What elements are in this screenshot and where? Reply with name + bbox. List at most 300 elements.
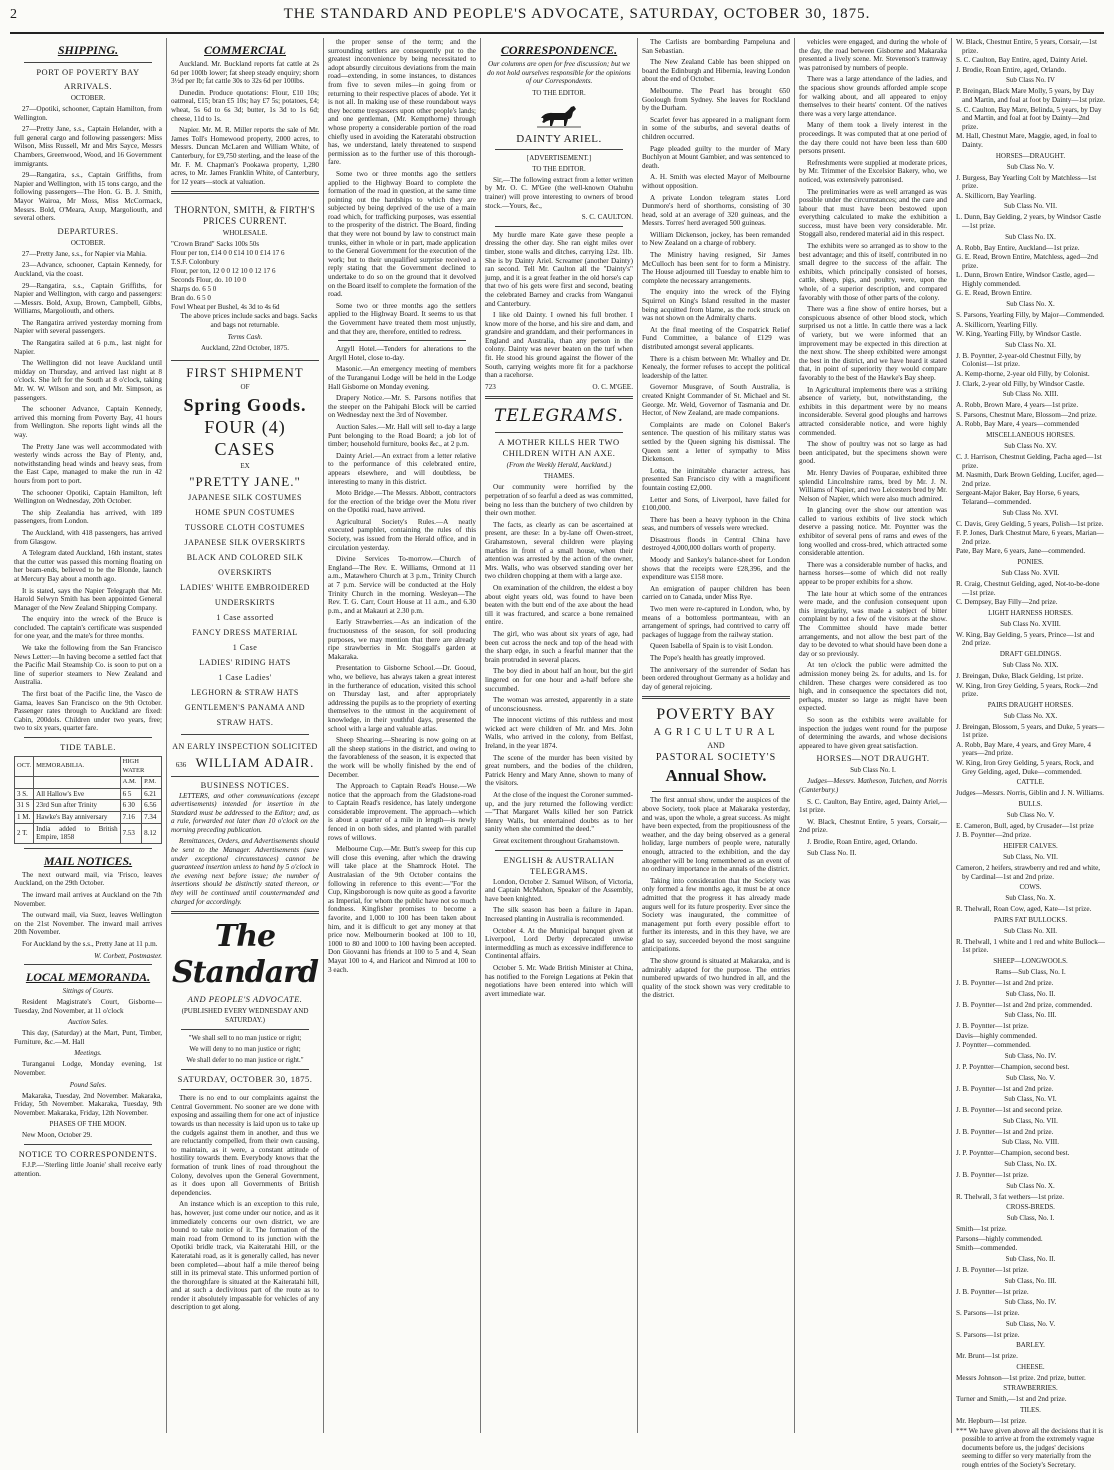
paragraph: At the close of the inquest the Coroner summed-up, and the jury returned the following verdict:—"That Margaret Walls killed her son Patrick Henry Walls, but entertained doubts as to her sanity when she committed the deed." — [485, 791, 633, 834]
judges-line: Judges—Messrs. Matheson, Tutchen, and Norris (Canterbury.) — [799, 777, 947, 794]
telegram-story — [485, 483, 633, 845]
paragraph: Scarlet fever has appeared in a malignant form in some of the suburbs, and several deaths of children occurred. — [642, 115, 790, 141]
tide-col-pm: P.M. — [142, 777, 162, 789]
spring-ad-num: 636 — [175, 760, 187, 769]
arrivals-month: OCTOBER. — [70, 94, 106, 102]
moon-text: New Moon, October 29. — [22, 1131, 93, 1140]
show-title-d: PASTORAL SOCIETY'S — [655, 752, 777, 764]
paragraph: The Carlists are bombarding Pampeluna and San Sebastian. — [642, 38, 790, 55]
price-line: Flour per ton, £14 0 0 £14 10 0 £14 17 6 — [171, 249, 285, 258]
paragraph: There has been a heavy typhoon in the China seas, and numbers of vessels were wrecked. — [642, 515, 790, 533]
paragraph: Complaints are made on Colonel Baker's sentence. The question of his military status was settled by the Queen signing his dismissal. The Queen sent a letter of sympathy to Miss Dickenson. — [642, 420, 790, 464]
paragraph: October 5. Mr. Wade British Minister at China, has notified to the Foreign Legations at Pekin that negotiations have been entered into which will avert immediate war. — [485, 963, 633, 998]
prize-entry: J. B. Poyntter—1st and second prize. — [956, 1106, 1063, 1115]
prize-entry: Smith—commended. — [956, 1244, 1018, 1253]
paragraph: W. Black, Chestnut Entire, 5 years, Corsair,—2nd prize. — [799, 817, 947, 835]
prize-entry: C. Davis, Grey Gelding, 5 years, Polish—1st prize. — [956, 519, 1104, 528]
tide-cell: 2 T. — [15, 823, 34, 843]
tide-col-high-water: HIGH WATER — [120, 757, 161, 777]
paragraph: The New Zealand Cable has been shipped on board the Edinburgh and Hibernia, leaving London about the end of October. — [642, 58, 790, 84]
prize-subheading: Sub Class, No. III. — [1004, 1011, 1057, 1020]
paragraph: Many of them took a lively interest in the proceedings. It was computed that at one period of the day there could not have been less than 600 persons present. — [799, 121, 947, 156]
departures-month: OCTOBER. — [70, 238, 106, 247]
prize-entry: J. Poyntter—commended. — [956, 1041, 1031, 1050]
ad-item: GENTLEMEN'S PANAMA AND STRAW HATS. — [184, 702, 306, 727]
prices-ad-sub: WHOLESALE. — [222, 229, 268, 238]
paragraph: There is a chism between Mr. Whalley and Dr. Kenealy, the former refuses to accept the political leadership of the latter. — [642, 354, 790, 380]
prize-subheading: Sub Class, No. VI. — [1004, 1095, 1057, 1104]
editorial — [171, 1094, 319, 1312]
paragraph: Sub Class No. II. — [807, 849, 857, 858]
departures-heading: DEPARTURES. — [57, 225, 119, 236]
letter-sign-1: S. C. CAULTON. — [581, 213, 633, 222]
paragraph: the proper sense of the term; and the surrounding settlers are consequently put to the greatest inconvenience by being necessitated to adopt absurdly circuitous deviations from the main road—extending, in some instances, to distances from five to seven miles—in going from or returning to their respective places of abode. Yet it is not all. In making use of these roundabout ways they become trespassers upon other people's lands; and one gentleman, (Mr. Kempthorne) through whose property a considerable portion of the road chiefly used in avoiding the Kateratahi obstruction has, we understand, lately threatened to suspend permission as to the further use of this thorough-fare. — [328, 38, 476, 167]
prize-subheading: Sub Class, No. X. — [1005, 894, 1056, 903]
paragraph: Two men were re-captured in London, who, by means of a bottomless portmanteau, with an arrangement of springs, had contrived to carry off packages of luggage from the railway station. — [642, 605, 790, 639]
prize-entry: Mr. Brunt—1st prize. — [956, 1352, 1018, 1361]
paragraph: S. C. Caulton, Bay Entire, aged, Dainty Ariel,—1st prize. — [799, 797, 947, 815]
ad-item: JAPANESE SILK COSTUMES — [188, 492, 302, 502]
prize-entry: R. Thelwall, 3 fat wethers—1st prize. — [956, 1192, 1065, 1201]
paragraph: Some two or three months ago the settlers applied to the Highway Board. It seems to us that the Government have treated them most unjustly, and that they are, therefore, entitled to redress. — [328, 301, 476, 336]
paragraph: The girl, who was about six years of age, had been cut across the neck and top of the head with the sharp edge, in such a fearful manner that the brain protruded in several places. — [485, 629, 633, 664]
commercial-news — [171, 60, 319, 186]
prize-entry: A. Robb, Bay Mare, 4 years—commended — [956, 420, 1079, 429]
letter-para-1: Sir,—The following extract from a letter written by Mr. O. C. M'Gee (the well-known Otahuhu trainer) will prove interesting to owners of brood stock.—Yours, &c., — [485, 175, 633, 210]
english-telegrams-heading: ENGLISH & AUSTRALIAN TELEGRAMS. — [503, 854, 615, 876]
prices-ad-date: Auckland, 22nd October, 1875. — [201, 343, 289, 352]
tide-table-heading: TIDE TABLE. — [60, 742, 116, 752]
prize-entry: L. Dunn, Bay Gelding, 2 years, by Windsor Castle—1st prize. — [956, 213, 1101, 230]
prices-ad-title: THORNTON, SMITH, & FIRTH'S PRICES CURRENT. — [174, 205, 316, 227]
prize-entry: Davis—highly commended. — [956, 1031, 1038, 1040]
tide-row — [15, 823, 162, 843]
prize-subheading: Sub Class, No. V. — [1005, 1319, 1056, 1328]
prize-subheading: Sub Class, No. VIII. — [1001, 1138, 1060, 1147]
spring-goods-ad — [171, 361, 319, 777]
english-telegrams — [485, 878, 633, 999]
prize-entry: Mr. Hepburn—1st prize. — [956, 1417, 1027, 1426]
prize-subheading: Sub Class No. X. — [1006, 300, 1055, 309]
paragraph: Sheep Shearing.—Shearing is now going on at all the sheep stations in the district, and owing to the favorableness of the season, it is expected that the work will be wholly finished by the end of December. — [328, 736, 476, 779]
paragraph: The scene of the murder has been visited by great numbers, and the bodies of the children, Patrick Henry and Mary Anne, shown to many of the visitors. — [485, 753, 633, 788]
prize-entry: A. Skillicorn, Bay Yearling. — [956, 191, 1037, 200]
prize-subheading: Sub Class, No. III. — [1004, 1276, 1057, 1285]
paragraph: For Auckland by the s.s., Pretty Jane at 11 p.m. — [22, 939, 158, 948]
prize-list — [956, 38, 1105, 1470]
paragraph: Agricultural Society's Rules.—A neatly executed pamphlet, containing the rules of this Society, was issued from the Herald office, and in circulation yesterday. — [328, 517, 476, 552]
telegram-news — [642, 38, 790, 691]
paragraph: We take the following from the San Francisco News Letter:—In having become a settled fact that the Pacific Mail Steamship Co. is soon to put on a line of superior steamers to New Zealand and Australia. — [14, 644, 162, 687]
prize-subheading: PAIRS DRAUGHT HORSES. — [987, 700, 1074, 709]
arrivals-heading: ARRIVALS. — [63, 81, 113, 91]
prize-subheading: CATTLE. — [1016, 778, 1045, 787]
tide-cell: India added to British Empire, 1858 — [34, 823, 121, 843]
prize-subheading: Sub Class No. XIII. — [1002, 390, 1059, 399]
prize-subheading: Sub Class, No. II. — [1005, 989, 1056, 998]
prices-ad-lines — [171, 240, 319, 312]
tide-row — [15, 800, 162, 812]
ad-item: 1 Case assorted — [216, 612, 274, 622]
auction-text: This day, (Saturday) at the Mart, Punt, Timber, Furniture, &c.—M. Hall — [14, 1029, 162, 1046]
horses-heading: HORSES—NOT DRAUGHT. — [816, 753, 930, 764]
prize-subheading: Sub Class No. VII. — [1004, 202, 1057, 211]
column-7 — [952, 38, 1109, 1470]
prize-entry: M. Nasmith, Dark Brown Gelding, Lucifer, aged—2nd prize. — [956, 471, 1104, 488]
ad-item: LADIES' WHITE EMBROIDERED UNDERSKIRTS — [180, 582, 310, 607]
ad-item: LADIES' RIDING HATS — [199, 657, 291, 667]
prize-subheading: Sub Class, No. I. — [1006, 1214, 1055, 1223]
paragraph: The schooner Opotiki, Captain Hamilton, left Wellington on Wednesday, 20th October. — [14, 488, 162, 506]
paragraph: The ship Zealandia has arrived, with 189 passengers, from London. — [14, 508, 162, 526]
paragraph: The outward mail, via Suez, leaves Wellington on the 21st November. The inward mail arrives 20th November. — [14, 911, 162, 937]
spring-ad-l6: "PRETTY JANE." — [189, 473, 301, 489]
paragraph: Moody and Sankey's balance-sheet for London shows that the receipts were £28,396, and the expenditure was £158 more. — [642, 556, 790, 582]
tide-cell: 6.21 — [142, 788, 162, 800]
paragraph: There is no end to our complaints against the Central Government. No sooner are we done with exposing and assailing them for one act of injustice towards us than necessity is laid upon us to take up the cudgels against them in another, and thus we are reluctantly compelled, from their own causing, to maintain, as it were, a constant attitude of hostility towards them. Everybody knows that the formation of trunk lines of road throughout the Colony, devolves upon the General Government, as it does upon all Governments of British dependencies. — [171, 1094, 319, 1197]
spring-ad-name: WILLIAM ADAIR. — [195, 754, 315, 770]
paragraph: The Pope's health has greatly improved. — [650, 654, 766, 662]
paragraph: Early Strawberries.—As an indication of the fructuousness of the season, for soil producing purposes, we may mention that there are already ripe strawberries in Mr. Stoggall's garden at Makaraka. — [328, 618, 476, 661]
pound-text: Makaraka, Tuesday, 2nd November. Makaraka, Friday, 5th November. Makaraka, Tuesday, 9th November. Makaraka, Friday, 12th November. — [14, 1091, 162, 1117]
commercial-heading: COMMERCIAL — [203, 43, 287, 57]
tide-col-memo: MEMORABILIA. — [34, 757, 121, 777]
shipping-heading: SHIPPING. — [57, 43, 119, 57]
show-title-e: Annual Show. — [665, 766, 767, 786]
paragraph: At ten o'clock the public were admitted the admission money being 2s. for adults, and 1s. for children. These charges were considered as too high, and in consequence the spectators did not, perhaps, muster so large as might have been expected. — [799, 661, 947, 713]
telegram-story-place: THAMES. — [543, 472, 575, 481]
paragraph: Presentation to Gisborne School.—Dr. Gooud, who, we believe, has always taken a great interest in the furtherance of education, visited this school on Thursday last, and after appropriately addressing the pupils as to the propriety of exerting themselves to the utmost in the acquirement of knowledge, in their youthful days, presented the school with a large and valuable atlas. — [328, 664, 476, 733]
prices-ad-terms: Terms Cash. — [227, 332, 263, 341]
paragraph: At the final meeting of the Cospatrick Relief Fund Committee, a balance of £129 was distributed amongst several applicants. — [642, 325, 790, 351]
tide-rows — [15, 788, 162, 843]
paragraph: There was a fine show of entire horses, but a conspicuous absence of other blood stock, which surprised us not a little. In cattle there was a lack of variety, but we were informed that an improvement may be expected in this direction at the next show. The sheep exhibited were amongst the best in the district, and we have heard it stated that, in point of superiority they would compare favorably to the best of the Hawke's Bay sheep. — [799, 305, 947, 382]
prize-entry: J. Burgess, Bay Yearling Colt by Matchless—1st prize. — [956, 173, 1097, 191]
paragraph: 27—Pretty Jane, s.s., Captain Helander, with a full general cargo and following passengers: Miss Wilson, Miss Russell, Mr and Mrs Sayce, Messrs Chambers, Greenwood, Wood, and 16 Government immigrants. — [14, 125, 162, 168]
prize-entry: J. B. Poyntter—1st and 2nd prize. — [956, 1127, 1054, 1136]
prize-entry: R. Thelwall, 1 white and 1 red and white Bullock—1st prize. — [956, 937, 1105, 955]
paragraph: 29—Rangatira, s.s., Captain Griffiths, from Napier and Wellington, with 15 tons cargo, and the following passengers—The Hon. G. B. J. Smith, Mayor Wairoa, Mr Moss, Miss McCormack, Messrs. Bold, O'Meara, Axup, Margoliouth, and several others. — [14, 171, 162, 223]
paragraph: The preliminaries were as well arranged as was possible under the circumstances; and the care and labour that must have been bestowed upon everything calculated to make the exhibition a success, must have been very considerable. Mr. Stoggall also, rendered material aid in this respect. — [799, 187, 947, 239]
ad-item: TUSSORE CLOTH COSTUMES — [185, 522, 305, 532]
paragraph: The inward mail arrives at Auckland on the 7th November. — [14, 890, 162, 908]
ad-item: HOME SPUN COSTUMES — [195, 507, 295, 517]
show-report-continued — [799, 38, 947, 750]
correspondents-heading: NOTICE TO CORRESPONDENTS. — [18, 1149, 158, 1160]
prize-subheading: DRAFT GELDINGS. — [999, 649, 1062, 658]
prize-entry: Turner and Smith,—1st and 2nd prize. — [956, 1395, 1067, 1404]
column-3 — [324, 38, 481, 1433]
prize-subheading: PAIRS FAT BULLOCKS. — [993, 915, 1068, 924]
paragraph: In glancing over the show our attention was called to various exhibits of live stock which deserve a passing notice. Mr. Poyntter was the exhibitor of several pens of rams and ewes of the long woolled and cross-bred, which attracted some considerable attention. — [799, 506, 947, 558]
paragraph: Queen Isabella of Spain is to visit London. — [650, 642, 773, 651]
letter-sign-2: O. C. M'GEE. — [592, 382, 633, 391]
ad-item: BLACK AND COLORED SILK OVERSKIRTS — [186, 552, 304, 577]
prize-entry: W. King, Bay Gelding, 5 years, Prince—1st and 2nd prize. — [956, 630, 1095, 648]
prices-current-ad — [171, 199, 319, 360]
show-title — [642, 704, 790, 787]
spring-ad-inspect: AN EARLY INSPECTION SOLICITED — [172, 741, 318, 751]
paragraph: 27—Opotiki, schooner, Captain Hamilton, from Wellington. — [14, 105, 162, 122]
prize-subheading: Rams—Sub Class, No. I. — [995, 968, 1066, 976]
paragraph: A Telegram dated Auckland, 16th instant, states that the cutter was passed this morning floating on her beam-ends, believed to be the Blonde, launch at Mercury Bay about a month ago. — [14, 549, 162, 583]
prize-entry: J. Breingan, Blossom, 5 years, and Duke, 5 years—1st prize. — [956, 722, 1105, 740]
paper-name: The Standard — [172, 919, 318, 991]
price-line: Bran do. 6 5 0 — [171, 294, 211, 303]
paragraph: The Rangatira arrived yesterday morning from Napier with several passengers. — [14, 318, 162, 336]
page-number: 2 — [10, 7, 17, 22]
prize-entry: E. Cameron, Bull, aged, by Crusader—1st prize — [956, 821, 1094, 830]
paragraph: London, October 2. Samuel Wilson, of Victoria, and Captain McMahon, Speaker of the Assembly, have been knighted. — [485, 877, 633, 903]
paragraph: An instance which is an exception to this rule, has, however, just come under our notice, and as it immediately concerns our own district, we are bound to take notice of it. The formation of the main road from Ormond to its junction with the Opotiki bridle track, via Kaiteratahi Hill, or the Kateratahi road, as it is generally called, has never been completed—about half a mile thereof being still in its primeval state. This unformed portion of the thoroughfare is situated at the Kaiteratahi hill, and at such a declivitous part of the route as to render it absolutely impassable for vehicles of any description to get along. — [171, 1200, 319, 1312]
prize-subheading: HORSES—DRAUGHT. — [995, 151, 1066, 160]
telegrams-heading: TELEGRAMS. — [494, 406, 624, 427]
prize-subheading: Sub Class No. XVI. — [1002, 508, 1059, 517]
prize-entry: L. Dunn, Brown Entire, Windsor Castle, aged—Highly commended. — [956, 271, 1095, 288]
paragraph: So soon as the exhibits were available for inspection the judges went round for the purpose of determining the awards, and whose decisions appeared to have given great satisfaction. — [799, 715, 947, 750]
paragraph: Mr. Henry Davies of Pouparae, exhibited three splendid Lincolnshire rams, bred by Mr. J. N. Williams of Napier, and two Leicesters bred by Mr. Nelson of Napier, which were also much admired. — [799, 468, 947, 503]
prize-subheading: Sub Class No. V. — [1006, 810, 1055, 819]
prize-entry: J. B. Poyntter—1st prize. — [956, 1170, 1029, 1179]
prize-subheading: PONIES. — [1017, 557, 1044, 566]
prize-entry: Sergeant-Major Baker, Bay Horse, 6 years, Telarand—commended. — [956, 489, 1080, 506]
pound-sub: Pound Sales. — [69, 1080, 107, 1089]
prize-entry: S. Parsons, Chestnut Mare, Blossom—2nd prize. — [956, 410, 1097, 419]
prize-entry: M. Hall, Chestnut Mare, Maggie, aged, in foal to Dainty. — [956, 132, 1097, 149]
tide-cell: 6 30 — [120, 800, 142, 812]
prize-subheading: MISCELLANEOUS HORSES. — [986, 431, 1075, 439]
tide-cell: 6 5 — [120, 788, 142, 800]
paragraph: The Ministry having resigned, Sir James McCulloch has been sent for to form a Ministry. The House adjourned till Tuesday to enable him to complete the necessary arrangements. — [642, 251, 790, 285]
prize-entry: A. Kemp-thorne, 2-year old Filly, by Colonist. — [956, 370, 1090, 379]
paper-sub: AND PEOPLE'S ADVOCATE. — [187, 994, 303, 1005]
paragraph: The Pretty Jane was well accommodated with westerly winds across the Bay of Plenty, and, notwithstanding head winds and heavy seas, from the East Cape, managed to make the run in 42 hours from port to port. — [14, 442, 162, 485]
paragraph: Lotta, the inimitable character actress, has presented San Francisco city with a magnificent fountain costing £2,000. — [642, 466, 790, 492]
tide-cell: 3 S. — [15, 788, 34, 800]
prize-subheading: Sub Class, No. VII. — [1003, 1116, 1058, 1125]
spring-ad-l2: OF — [240, 382, 250, 391]
paragraph: On examination of the children, the eldest a boy about eight years old, was found to have been beaten with the butt end of the axe about the head till it was fractured, and scarce a bone remained entire. — [485, 583, 633, 627]
show-title-c: AND — [707, 741, 725, 751]
prize-entry: S. Parsons—1st prize. — [956, 1309, 1020, 1318]
tide-col-oct: OCT. — [15, 757, 34, 777]
spring-ad-l3: Spring Goods. — [183, 394, 307, 415]
paragraph: The enquiry into the wreck of the Flying Squirrel on King's Island resulted in the master being acquitted from blame, as the rock struck on was not shown on the Admiralty charts. — [642, 288, 790, 323]
paragraph: Melbourne Cup.—Mr. Butt's sweep for this cup will close this evening, after which the drawing will take place at the Shamrock Hotel. The Australasian of the 9th October contains the following in reference to this event:—"For the Cup, Kingsborough is now quite as good a favorite as Imperial, for whom the public have not so much fondness. Kingfisher promises to become a favorite, and 1,000 to 100 has been taken about him, and it is difficult to get any money at that price now. Melbournerin booked at 100 to 10, 1000 to 80 and 1000 to 100 having been accepted. Don Giovanni has friends at 100 to 5 and 4, Sean Mayat 100 to 4, and Haricot and Nimrod at 100 to 3 each. — [328, 845, 476, 974]
paragraph: Some two or three months ago the settlers applied to the Highway Board to complete the formation of the road in question, at the same time pointing out the hardships to which they are subjected by being deprived of the use of a main road which, for trafficking purposes, was essential to the prosperity of the district. The Board, finding that they were not bound by law to construct main trunks, either in whole or in part, made application to the General Government for the execution of the work; but to their unqualified surprise received a reply stating that the Government declined to undertake to do so on the ground that it devolved on the Board itself to complete the formation of the road. — [328, 169, 476, 299]
paragraph: Masonic.—An emergency meeting of members of the Turanganui Lodge will be held in the Lodge Hall Gisborne on Monday evening. — [328, 365, 476, 391]
correspondents-text: F.J.P.—'Sterling little Joanie' shall receive early attention. — [14, 1161, 162, 1178]
editorial-date: SATURDAY, OCTOBER 30, 1875. — [177, 1074, 313, 1085]
price-line: Sharps do. 6 5 0 — [171, 285, 217, 294]
paragraph: 27—Pretty Jane, s.s., for Napier via Mahia. — [22, 249, 147, 258]
courts-text: Resident Magistrate's Court, Gisborne—Tuesday, 2nd November, at 11 o'clock — [14, 998, 162, 1015]
paragraph: The Approach to Captain Read's House.—We notice that the approach from the Gladstone-road to Captain Read's residence, has lately undergone considerable improvement. The approach—which is about a quarter of a mile in length—is newly fenced in on both sides, and planted with parallel rows of willows. — [328, 782, 476, 842]
local-memoranda-heading: LOCAL MEMORANDA. — [25, 970, 151, 985]
ad-item: 1 Case Ladies' — [218, 672, 272, 682]
prize-subheading: Sub Class No. XI. — [1005, 340, 1056, 349]
prize-entry: F. P. Jones, Dark Chestnut Mare, 6 years, Marian—2nd prize. — [956, 529, 1104, 546]
horse-illustration — [535, 102, 583, 130]
paragraph: LETTERS, and other communications (except advertisements) intended for insertion in the Standard must be addressed to the Editor; and, as a rule, forwarded not later than 10 o'clock on the morning preceding publication. — [171, 791, 319, 834]
courts-sub: Sittings of Courts. — [62, 987, 114, 996]
tide-cell: 6.56 — [142, 800, 162, 812]
paragraph: A. H. Smith was elected Mayor of Melbourne without opposition. — [642, 173, 790, 190]
prize-subheading: BULLS. — [1018, 799, 1043, 808]
prize-subheading: Sub Class No. XX. — [1003, 711, 1058, 720]
spring-ad-l4: FOUR (4) CASES — [204, 416, 286, 459]
column-5 — [638, 38, 795, 1433]
motto-line-2: We will deny to no man justice or right; — [189, 1045, 301, 1054]
paragraph: Our community were horrified by the perpetration of so fearful a deed as was committed, being no less than the butchery of two children by their own mother. — [485, 483, 633, 518]
paragraph: Moto Bridge.—The Messrs. Abbott, contractors for the erection of the bridge over the Motu river on the Opotiki road, have arrived. — [328, 489, 476, 515]
price-line: Seconds Flour, do. 10 10 0 — [171, 276, 246, 285]
letter-para-3: I like old Dainty. I owned his full brother. I know more of the horse, and his sire and dam, and grandsire and granddam, and their performances in England and Australia, than any person in the colony. Dainty was never beaten on the turf when fit. He stood his ground against the flower of the South, carrying weights more fit for a packhorse than a racehorse. — [485, 311, 633, 380]
column-6 — [795, 38, 952, 1433]
prize-entry: A. Robb, Bay Mare, 4 years, and Grey Mare, 4 years—2nd prize. — [956, 740, 1091, 758]
paragraph: Dunedin. Produce quotations: Flour, £10 10s; oatmeal, £15; bran £5 10s; hay £7 5s; potatoes, £4; wheat, 5s 6d to 6s 3d; butter, 1s 3d to 1s 6d; cheese, 11d to 1s. — [171, 88, 319, 123]
tide-cell: 7.34 — [142, 811, 162, 823]
prize-entry: W. King, Iron Grey Gelding, 5 years, Rock—2nd prize. — [956, 681, 1098, 699]
paragraph: The late hour at which some of the entrances were made, and the confusion consequent upon this irregularity, was made a subject of bitter complaint by not a few of the visitors at the show. The Committee should have made better arrangements, and not allow the best part of the day to be devoted to what should have been done a day or so previously. — [799, 589, 947, 658]
paragraph: Melbourne. The Pearl has brought 650 Goolough from Sydney. She leaves for Rockland by the Durham. — [642, 86, 790, 113]
paragraph: The Rangatira sailed at 6 p.m., last night for Napier. — [14, 339, 162, 356]
prize-entry: S. C. Caulton, Bay Mare, Belinda, 5 years, by Day and Martin, and foal at foot by Dainty—2nd prize. — [956, 105, 1102, 131]
columns — [10, 38, 1105, 1470]
paragraph: The woman was arrested, apparently in a state of unconsciousness. — [485, 696, 633, 713]
price-line: "Crown Brand" Sacks 100s 50s — [171, 240, 260, 249]
awards-list — [799, 798, 947, 859]
mail-notices-heading: MAIL NOTICES. — [43, 853, 133, 868]
prize-entry: W. King, Yearling Filly, by Windsor Castle. — [956, 330, 1082, 339]
prize-entry: G. E. Read, Brown Entire, Matchless, aged—2nd prize. — [956, 253, 1098, 270]
paragraph: 23—Advance, schooner, Captain Kennedy, for Auckland, via the coast. — [14, 261, 162, 278]
prize-entry: A. Robb, Bay Entire, Auckland—1st prize. — [956, 243, 1080, 252]
tide-cell: 23rd Sun after Trinity — [34, 800, 121, 812]
motto-line-1: "We shall sell to no man justice or right; — [188, 1034, 302, 1043]
prize-subheading: CROSS-BREDS. — [1006, 1203, 1055, 1212]
paragraph: An emigration of pauper children has been carried on to Canada, under Miss Rye. — [642, 584, 790, 602]
spring-ad-items — [171, 490, 319, 730]
paragraph: The exhibits were so arranged as to show to the best advantage; and this of itself, contributed in no small degree to the success of the affair. The exhibits, which principally consisted of horses, cattle, sheep, pigs, and poultry, were, upon the whole, of a superior description, and compared favorably with those of other parts of the colony. — [799, 242, 947, 302]
prize-entry: J. B. Poyntter—1st prize. — [956, 1287, 1029, 1296]
tide-cell: 8.12 — [142, 823, 162, 843]
paragraph: The schooner Advance, Captain Kennedy, arrived this morning from Poverty Bay, 41 hours from Wellington. She reports light winds all the way. — [14, 405, 162, 439]
paragraph: It is stated, says the Napier Telegraph that Mr. Harold Selwyn Smith has been appointed General Manager of the New Zealand Shipping Company. — [14, 586, 162, 612]
prize-subheading: Sub Class, No. V. — [1005, 1073, 1056, 1082]
tide-cell: All Hallow's Eve — [34, 788, 121, 800]
prize-subheading: BARLEY. — [1016, 1341, 1045, 1350]
paragraph: The anniversary of the surrender of Sedan has been ordered throughout Germany as a holiday and day of general rejoicing. — [642, 665, 790, 691]
prize-entry: J. Clark, 2-year old Filly, by Windsor Castle. — [956, 379, 1085, 388]
prize-subheading: Sub Class, No. II. — [1005, 1254, 1056, 1263]
prize-subheading: Sub Class No. XV. — [1004, 442, 1057, 450]
paragraph: A private London telegram states Lord Dunmore's herd of shorthorns, consisting of 30 head, sold at an average of 320 guineas, and the Messrs. Torres' herd averaged 500 guineas. — [642, 193, 790, 228]
prize-entry: J. B. Poyntter—1st and 2nd prize. — [956, 1084, 1054, 1093]
paragraph: The facts, as clearly as can be ascertained at present, are these: In a by-lane off Owen-street, Grahamstown, several children were playing marbles in front of a small house, when their attention was arrested by the action of the owner, Mrs. Walls, who was observed standing over her two children chopping at them with a large axe. — [485, 520, 633, 581]
paragraph: There was a considerable number of hacks, and harness horses—some of which did not really appear to be proper exhibits for a show. — [799, 560, 947, 587]
paragraph: Napier. Mr. M. R. Miller reports the sale of Mr. James Toll's Homewood property, 2000 acres, to Messrs. Duncan McLaren and William White, of Canterbury, for £9,750 sterling, and the lease of the Mr. F. M. Chapman's Pookawa property, 1,280 acres, to Mr. James Franklin White, of Canterbury, for 12 years—stock at valuation. — [171, 126, 319, 186]
local-briefs — [328, 345, 476, 974]
tide-cell: 31 S — [15, 800, 34, 812]
column-4 — [481, 38, 638, 1433]
spring-ad-l5: EX — [240, 461, 250, 470]
advertisement-label: [ADVERTISEMENT.] — [526, 153, 592, 162]
paragraph: Drapery Notice.—Mr. S. Parsons notifies that the steeper on the Pahipahi Block will be carried on Wednesday next the 3rd of November. — [328, 394, 476, 420]
tide-cell: 7.53 — [120, 823, 142, 843]
prize-entry: W. Black, Chestnut Entire, 5 years, Corsair,—1st prize. — [956, 38, 1097, 55]
business-notices-heading: BUSINESS NOTICES. — [200, 779, 290, 790]
departures-list — [14, 250, 162, 316]
horses-subclass: Sub Class No. I. — [850, 766, 896, 775]
paragraph: Auckland. Mr. Buckland reports fat cattle at 2s 6d per 100lb lower; fat sheep steady enquiry; shorn 3½d per lb; fat cattle 30s to 32s 6d per 100lbs. — [171, 60, 319, 86]
ad-item: LEGHORN & STRAW HATS — [191, 687, 299, 697]
newspaper-title: THE STANDARD AND PEOPLE'S ADVOCATE, SATURDAY, OCTOBER 30, 1875. — [283, 6, 871, 22]
prize-entry: J. B. Poyntter—2nd prize. — [956, 831, 1032, 840]
prize-entry: Parsons—highly commended. — [956, 1234, 1043, 1243]
prize-entry: J. B. Poyntter—1st prize. — [956, 1265, 1029, 1274]
paragraph: The first annual show, under the auspices of the above Society, took place at Makaraka yesterday, and was, upon the whole, a great success. As might have been expected, from the propitiousness of the weather, and the day being observed as a general holiday, large numbers of people were, naturally enough, attracted to the exhibition, and the day altogether will be long remembered as an event of no ordinary importance in the annals of the district. — [642, 796, 790, 874]
postmaster-sign: W. Corbett, Postmaster. — [94, 951, 162, 960]
prize-subheading: Sub Class, No. VII. — [1003, 853, 1058, 862]
paragraph: The silk season has been a failure in Japan. Increased planting in Australia is recommended. — [485, 906, 633, 923]
prize-entry: J. B. Poyntter—1st prize. — [956, 1022, 1029, 1031]
prize-subheading: LIGHT HARNESS HORSES. — [988, 608, 1073, 617]
meetings-sub: Meetings. — [74, 1049, 102, 1058]
price-line: Fowl Wheat per Bushel, 4s 3d to 4s 6d — [171, 303, 280, 312]
prize-subheading: COWS. — [1019, 883, 1042, 892]
prize-subheading: STRAWBERRIES. — [1003, 1384, 1058, 1393]
motto-line-3: We shall defer to no man justice or right." — [186, 1056, 304, 1065]
column-1 — [10, 38, 167, 1433]
prize-subheading: Sub Class, No. IV. — [1004, 1051, 1057, 1060]
show-report — [642, 796, 790, 1000]
shipping-news — [14, 319, 162, 733]
tide-cell: Hawke's Bay anniversary — [34, 811, 121, 823]
telegram-story-heading: A MOTHER KILLS HER TWO CHILDREN WITH AN AXE. — [498, 437, 620, 459]
to-the-editor-2: TO THE EDITOR. — [532, 164, 586, 173]
paper-publication: (PUBLISHED EVERY WEDNESDAY AND SATURDAY.) — [181, 1007, 309, 1025]
letter-num: 723 — [485, 382, 496, 391]
prize-entry: R. Thelwall, Roan Cow, aged, Kate—1st prize. — [956, 905, 1092, 914]
tide-table — [14, 756, 162, 844]
prize-entry: P. Breingan, Black Mare Molly, 5 years, by Day and Martin, and foal at foot by Dainty—1st prize. — [956, 87, 1105, 104]
ad-item: 1 Case — [232, 642, 258, 652]
paragraph: William Dickenson, jockey, has been remanded to New Zealand on a charge of robbery. — [642, 230, 790, 248]
prize-subheading: TILES. — [1020, 1406, 1041, 1415]
tide-cell: 7.16 — [120, 811, 142, 823]
tide-row — [15, 811, 162, 823]
paragraph: Disastrous floods in Central China have destroyed 4,000,000 dollars worth of property. — [642, 535, 790, 553]
column-2 — [167, 38, 324, 1433]
telegram-story-source: (From the Weekly Herald, Auckland.) — [506, 461, 612, 470]
prize-entry: G. E. Read, Brown Entire. — [956, 289, 1032, 298]
correspondence-note: Our columns are open for free discussion; but we do not hold ourselves responsible for the opinions of our Correspondents. — [487, 60, 631, 86]
prize-entry: Judges—Messrs. Norris, Giblin and J. N. Williams. — [956, 789, 1104, 798]
tide-col-am: A.M. — [120, 777, 142, 789]
prices-ad-note: The above prices include sacks and bags. Sacks and bags not returnable. — [180, 312, 318, 329]
prize-subheading: Sub Class No. IV — [1005, 76, 1055, 85]
prize-entry: Pate, Bay Mare, 6 years, Jane—commended. — [956, 547, 1086, 556]
paragraph: 29—Rangatira, s.s., Captain Griffiths, for Napier and Wellington, with cargo and passengers:—Messrs. Bold, Axup, Brown, Campbell, Gibbs, Williams, Margoliouth, and others. — [14, 281, 162, 316]
paragraph: Refreshments were supplied at moderate prices, by Mr. Trimmer of the Excelsior Bakery, who, we noticed, was extensively patronised. — [799, 158, 947, 184]
prize-subheading: Sub Class No. IX. — [1005, 232, 1056, 241]
paragraph: Dainty Ariel.—An extract from a letter relative to the performance of this celebrated entire, appears elsewhere, and will doubtless, be interesting to many in this district. — [328, 451, 476, 486]
to-the-editor: TO THE EDITOR. — [532, 88, 586, 97]
paragraph: Argyll Hotel.—Tenders for alterations to the Argyll Hotel, close to-day. — [328, 345, 476, 362]
prize-entry: A. Robb, Brown Mare, 4 years—1st prize. — [956, 401, 1079, 410]
paragraph: In Agricultural implements there was a striking absence of variety, but, notwithstanding, the exhibits in this department were by no means inconsiderable. Several good ploughs and harrows attracted considerable notice, and were highly commended. — [799, 385, 947, 437]
